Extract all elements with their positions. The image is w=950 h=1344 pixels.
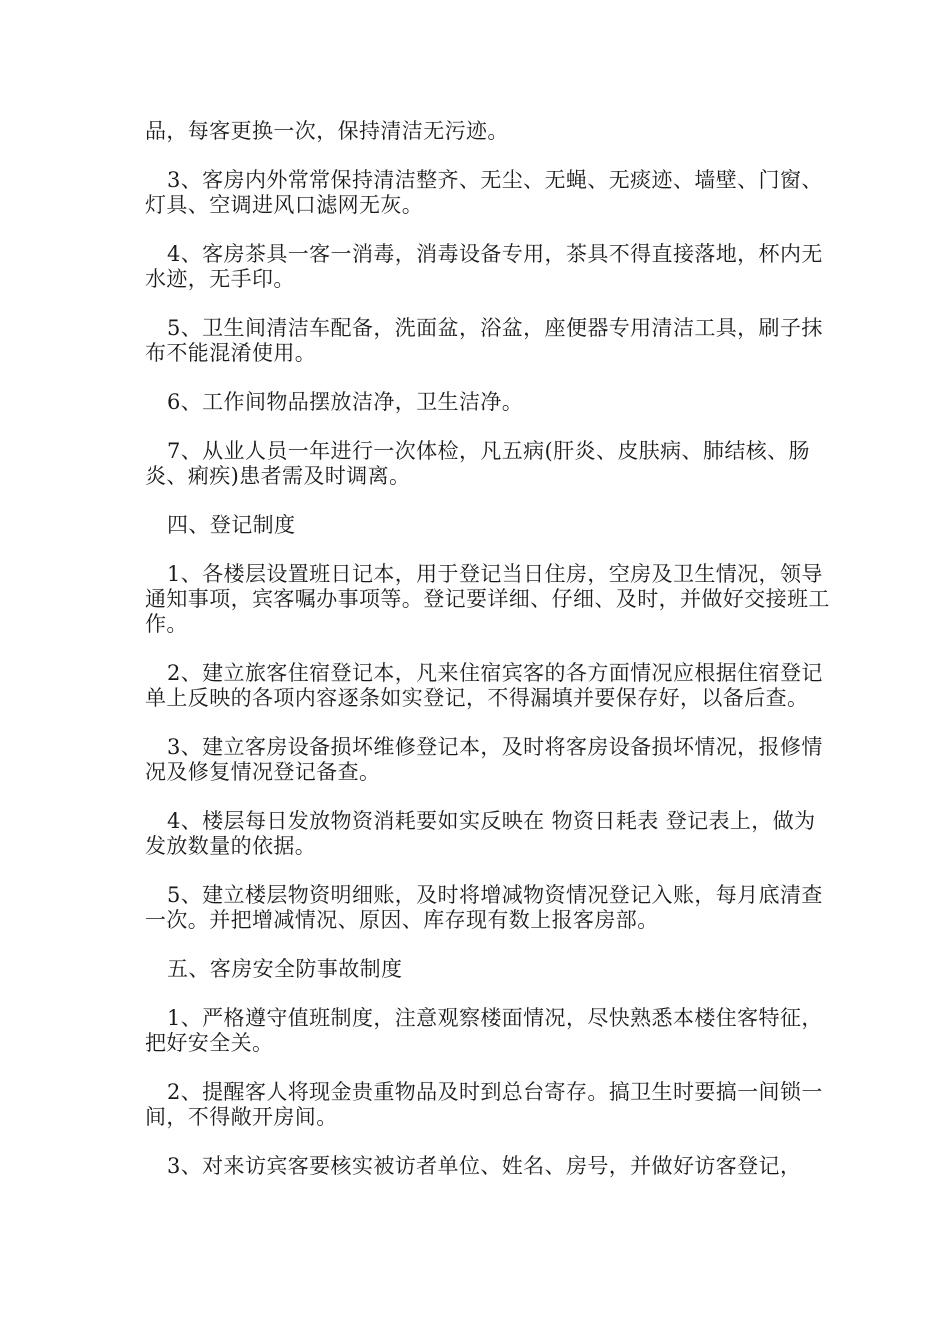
paragraph-safety-3: 3、对来访宾客要核实被访者单位、姓名、房号，并做好访客登记，	[167, 1154, 802, 1178]
paragraph-item-6-workroom: 6、工作间物品摆放洁净，卫生洁净。	[167, 390, 524, 414]
paragraph-item-4-teaware: 4、客房茶具一客一消毒，消毒设备专用，茶具不得直接落地，杯内无水迹，无手印。	[145, 242, 823, 291]
document-body	[145, 119, 835, 1203]
paragraph-item-5-bathroom: 5、卫生间清洁车配备，洗面盆，浴盆，座便器专用清洁工具，刷子抹布不能混淆使用。	[145, 316, 823, 365]
paragraph-item-3-cleanliness: 3、客房内外常常保持清洁整齐、无尘、无蝇、无痰迹、墙壁、门窗、灯具、空调进风口滤网无灰。	[145, 168, 823, 217]
section-heading-safety: 五、客房安全防事故制度	[167, 957, 403, 981]
paragraph-continuation: 品，每客更换一次，保持清洁无污迹。	[145, 119, 509, 143]
paragraph-safety-1: 1、严格遵守值班制度，注意观察楼面情况，尽快熟悉本楼住客特征，把好安全关。	[145, 1006, 823, 1055]
paragraph-registration-4: 4、楼层每日发放物资消耗要如实反映在 物资日耗表 登记表上，做为发放数量的依据。	[145, 809, 816, 858]
paragraph-registration-5: 5、建立楼层物资明细账，及时将增减物资情况登记入账，每月底清查一次。并把增减情况、原因、库存现有数上报客房部。	[145, 883, 823, 932]
section-heading-registration: 四、登记制度	[167, 513, 296, 537]
paragraph-item-7-health-check: 7、从业人员一年进行一次体检，凡五病(肝炎、皮肤病、肺结核、肠炎、痢疾)患者需及时调离。	[145, 439, 810, 488]
paragraph-registration-1: 1、各楼层设置班日记本，用于登记当日住房，空房及卫生情况，领导通知事项，宾客嘱办事项等。登记要详细、仔细、及时，并做好交接班工作。	[145, 562, 830, 636]
paragraph-registration-3: 3、建立客房设备损坏维修登记本，及时将客房设备损坏情况，报修情况及修复情况登记备查。	[145, 735, 823, 784]
paragraph-registration-2: 2、建立旅客住宿登记本，凡来住宿宾客的各方面情况应根据住宿登记单上反映的各项内容逐条如实登记，不得漏填并要保存好，以备后查。	[145, 661, 823, 710]
paragraph-safety-2: 2、提醒客人将现金贵重物品及时到总台寄存。搞卫生时要搞一间锁一间，不得敞开房间。	[145, 1080, 823, 1129]
